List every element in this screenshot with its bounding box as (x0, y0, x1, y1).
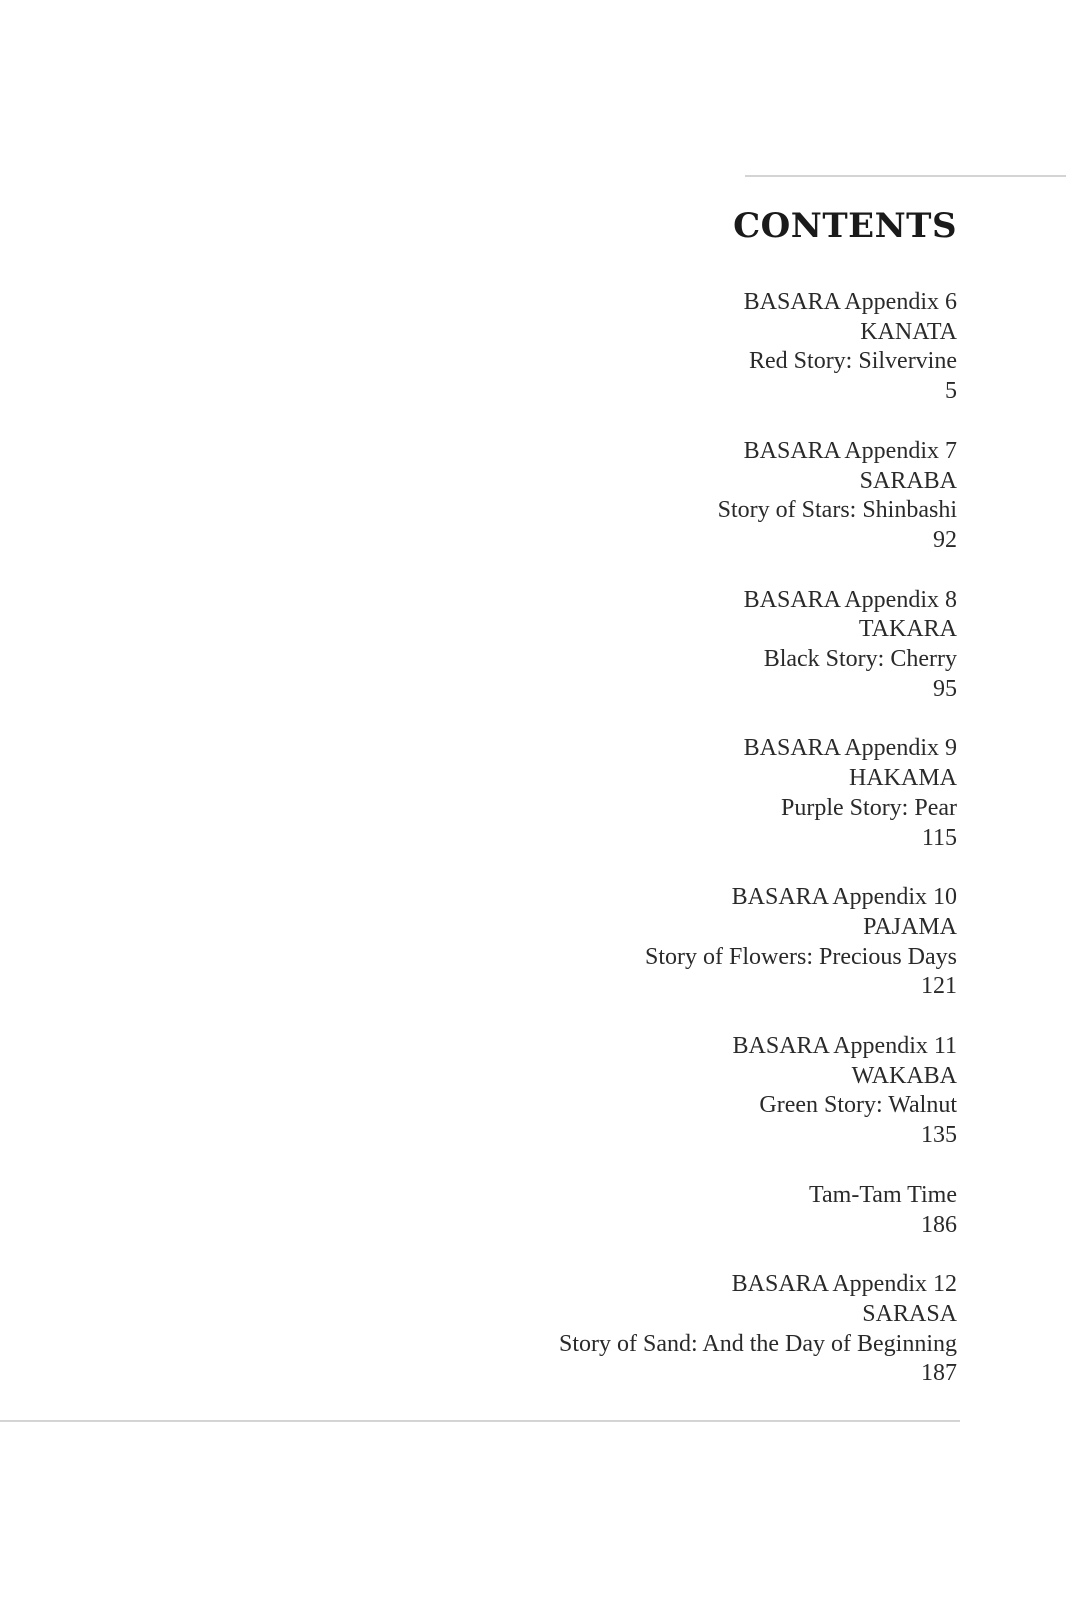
chapter-name: SARABA (859, 467, 957, 494)
page-number: 115 (921, 824, 957, 851)
story-title: Green Story: Walnut (759, 1092, 957, 1119)
chapter-name: KANATA (860, 318, 957, 345)
story-title: Story of Flowers: Precious Days (645, 943, 957, 970)
story-title: Red Story: Silvervine (749, 348, 957, 375)
page-number: 92 (933, 526, 957, 553)
toc-entry (397, 288, 957, 407)
chapter-name: PAJAMA (863, 913, 957, 940)
toc-entry (397, 883, 957, 1002)
story-title: Purple Story: Pear (781, 794, 957, 821)
chapter-name: HAKAMA (849, 765, 957, 792)
toc-entry (397, 734, 957, 853)
toc-entry (397, 437, 957, 556)
appendix-label: BASARA Appendix 10 (731, 884, 957, 911)
story-title: Black Story: Cherry (763, 646, 957, 673)
toc-entry (397, 586, 957, 705)
appendix-label: BASARA Appendix 6 (743, 289, 957, 315)
toc-entry (397, 1032, 957, 1151)
contents-title: CONTENTS (733, 206, 957, 246)
chapter-name: WAKABA (851, 1062, 957, 1089)
page-number: 186 (921, 1211, 957, 1238)
page-number: 95 (933, 675, 957, 702)
appendix-label: BASARA Appendix 12 (731, 1271, 957, 1298)
page-number: 5 (945, 378, 957, 405)
story-title: Tam-Tam Time (809, 1181, 957, 1208)
chapter-name: SARASA (862, 1300, 957, 1327)
appendix-label: BASARA Appendix 11 (732, 1033, 957, 1060)
appendix-label: BASARA Appendix 7 (743, 437, 957, 464)
toc-entry (397, 1181, 957, 1240)
story-title: Story of Stars: Shinbashi (717, 497, 957, 524)
page-number: 187 (921, 1360, 957, 1387)
appendix-label: BASARA Appendix 9 (743, 735, 957, 762)
page-number: 121 (921, 973, 957, 1000)
bottom-divider (0, 1420, 960, 1422)
toc-entry (397, 1270, 957, 1389)
appendix-label: BASARA Appendix 8 (743, 586, 957, 613)
chapter-name: TAKARA (858, 616, 957, 643)
table-of-contents (397, 288, 957, 1419)
story-title: Story of Sand: And the Day of Beginning (559, 1330, 957, 1357)
page-number: 135 (921, 1122, 957, 1149)
top-divider (745, 175, 1066, 177)
